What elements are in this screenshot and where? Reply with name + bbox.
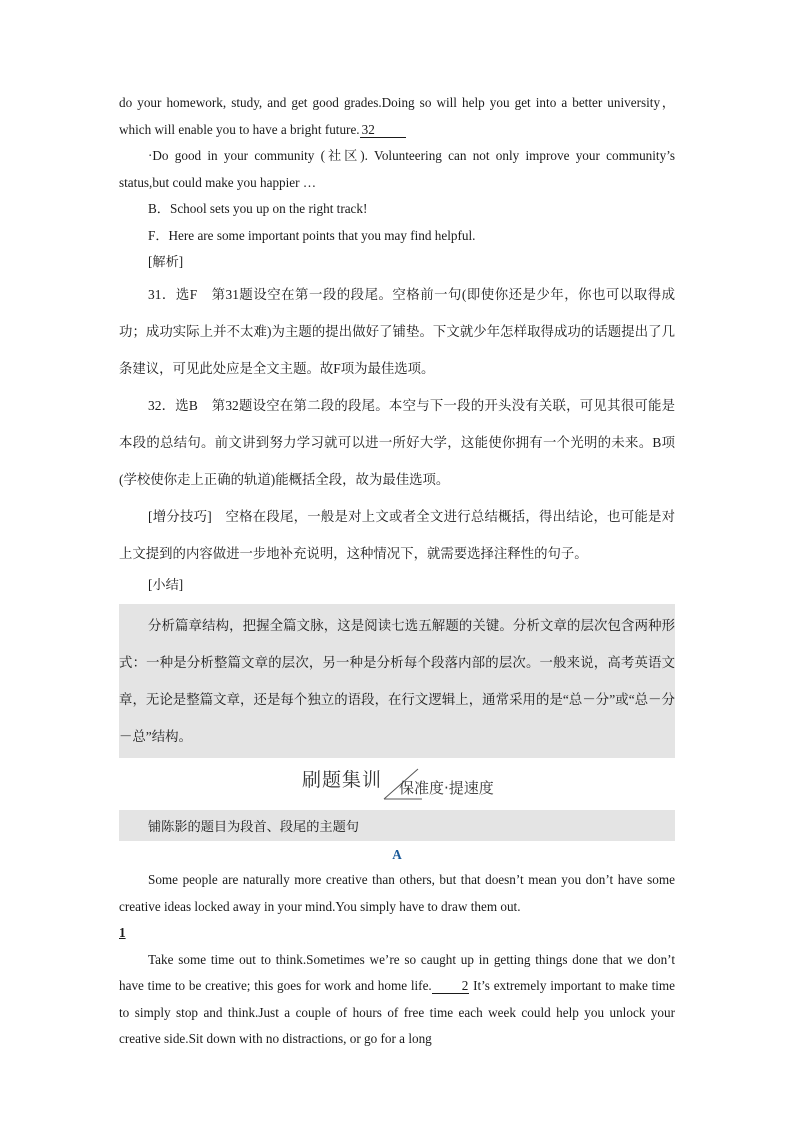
passage-end-text: do your homework, study, and get good grades.Doing so will help you get into a better university，which will enable you to have a bright future. [119, 95, 675, 137]
para2-text-b: It’s extremely important to make time to simply stop and think.Just a couple of hours of free time each week could help you unlock your creative side.Sit down with no distractions, or go for a long [119, 978, 676, 1046]
analysis-label: [解析] [148, 254, 184, 269]
para2-text-a: Take some time out to think.Sometimes we’re so caught up in getting things done that we don’t have time to be creative; this goes for work and home life. [119, 951, 675, 993]
section-bar: 铺陈影的题目为段首、段尾的主题句 [119, 810, 675, 841]
passage-a-heading: A [392, 847, 402, 862]
practice-banner [119, 762, 675, 806]
analysis-q31: 31．选F 第31题设空在第一段的段尾。空格前一句(即使你还是少年，你也可以取得成功；成功实际上并不太难)为主题的提出做好了铺垫。下文就少年怎样取得成功的话题提出了几条建议，可见此处应是全文主题。故F项为最佳选项。 [119, 286, 675, 376]
blank-1: 1 [119, 925, 126, 940]
passage-a-para2 [119, 947, 675, 1053]
blank-2: 2 [432, 979, 470, 994]
banner-subtitle: 保准度·提速度 [399, 779, 494, 797]
option-b: B．School sets you up on the right track! [148, 201, 368, 216]
passage-a-para1 [119, 867, 675, 947]
document-page [119, 90, 675, 1053]
blank-32: 32 [360, 123, 406, 138]
banner-title: 刷题集训 [302, 769, 383, 791]
tip-paragraph: ·Do good in your community (社区). Volunteering can not only improve your community’s status,but could make you happier … [119, 148, 675, 190]
option-f: F．Here are some important points that you may find helpful. [148, 227, 476, 243]
summary-label: [小结] [148, 576, 184, 592]
summary-text: 分析篇章结构，把握全篇文脉，这是阅读七选五解题的关键。分析文章的层次包含两种形式：一种是分析整篇文章的层次，另一种是分析每个段落内部的层次。一般来说，高考英语文章，无论是整篇文章，还是每个独立的语段，在行文逻辑上，通常采用的是“总－分”或“总－分－总”结构。 [119, 618, 675, 744]
passage-end-paragraph [119, 90, 675, 143]
skill-tip: [增分技巧] 空格在段尾，一般是对上文或者全文进行总结概括，得出结论，也可能是对上文提到的内容做进一步地补充说明，这种情况下，就需要选择注释性的句子。 [119, 508, 675, 561]
para1-text: Some people are naturally more creative than others, but that doesn’t mean you don’t have some creative ideas locked away in your mind.You simply have to draw them out. [119, 872, 675, 914]
analysis-q32: 32．选B 第32题设空在第二段的段尾。本空与下一段的开头没有关联，可见其很可能是本段的总结句。前文讲到努力学习就可以进一所好大学，这能使你拥有一个光明的未来。B项(学校使你走上正确的轨道)能概括全段，故为最佳选项。 [119, 397, 675, 487]
summary-box [119, 604, 675, 758]
